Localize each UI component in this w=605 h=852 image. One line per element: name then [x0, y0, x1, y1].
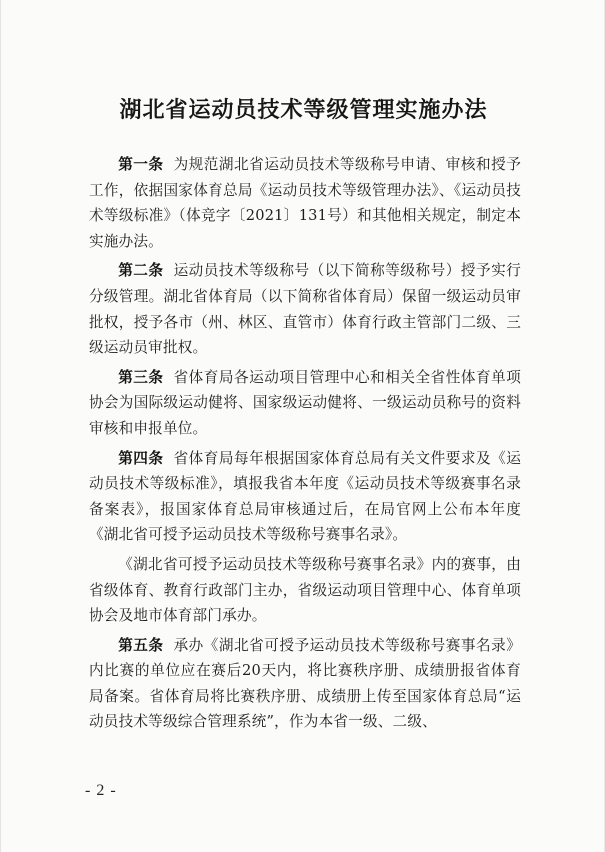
- paragraph-article-2: [89, 258, 521, 360]
- article-label: 第三条: [118, 368, 164, 386]
- article-label: 第二条: [118, 262, 164, 280]
- paragraph-text: 承办《湖北省可授予运动员技术等级称号赛事名录》内比赛的单位应在赛后20天内，将比赛秩序册、成绩册报省体育局备案。省体育局将比赛秩序册、成绩册上传至国家体育总局“运动员技术等级综合管理系统”，作为本省一级、二级、: [89, 636, 521, 731]
- document-title: 湖北省运动员技术等级管理实施办法: [119, 97, 488, 123]
- paragraph-article-4: [89, 446, 521, 548]
- paragraph-article-3: [89, 365, 521, 442]
- paragraph-text: 为规范湖北省运动员技术等级称号申请、审核和授予工作，依据国家体育总局《运动员技术等级管理办法》、《运动员技术等级标准》（体竞字〔2021〕131号）和其他相关规定，制定本实施办法。: [89, 156, 521, 250]
- paragraph-article-1: [89, 152, 521, 254]
- article-label: 第四条: [118, 449, 164, 467]
- page-number: - 2 -: [85, 782, 117, 799]
- paragraph-text: 运动员技术等级称号（以下简称等级称号）授予实行分级管理。湖北省体育局（以下简称省体育局）保留一级运动员审批权，授予各市（州、林区、直管市）体育行政主管部门二级、三级运动员审批权。: [89, 262, 521, 357]
- paragraph-text: 省体育局各运动项目管理中心和相关全省性体育单项协会为国际级运动健将、国家级运动健将、一级运动员称号的资料审核和申报单位。: [89, 368, 521, 437]
- paragraph-article-5: [89, 633, 521, 735]
- article-label: 第五条: [118, 636, 164, 654]
- article-label: 第一条: [118, 156, 164, 173]
- paragraph-text: 省体育局每年根据国家体育总局有关文件要求及《运动员技术等级标准》，填报我省本年度《运动员技术等级赛事名录备案表》，报国家体育总局审核通过后，在局官网上公布本年度《湖北省可授予运动员技术等级称号赛事名录》。: [89, 449, 521, 544]
- document-body: [89, 152, 521, 739]
- paragraph-article-4-continued: [89, 552, 521, 629]
- paragraph-text: 《湖北省可授予运动员技术等级称号赛事名录》内的赛事，由省级体育、教育行政部门主办，省级运动项目管理中心、体育单项协会及地市体育部门承办。: [89, 555, 521, 625]
